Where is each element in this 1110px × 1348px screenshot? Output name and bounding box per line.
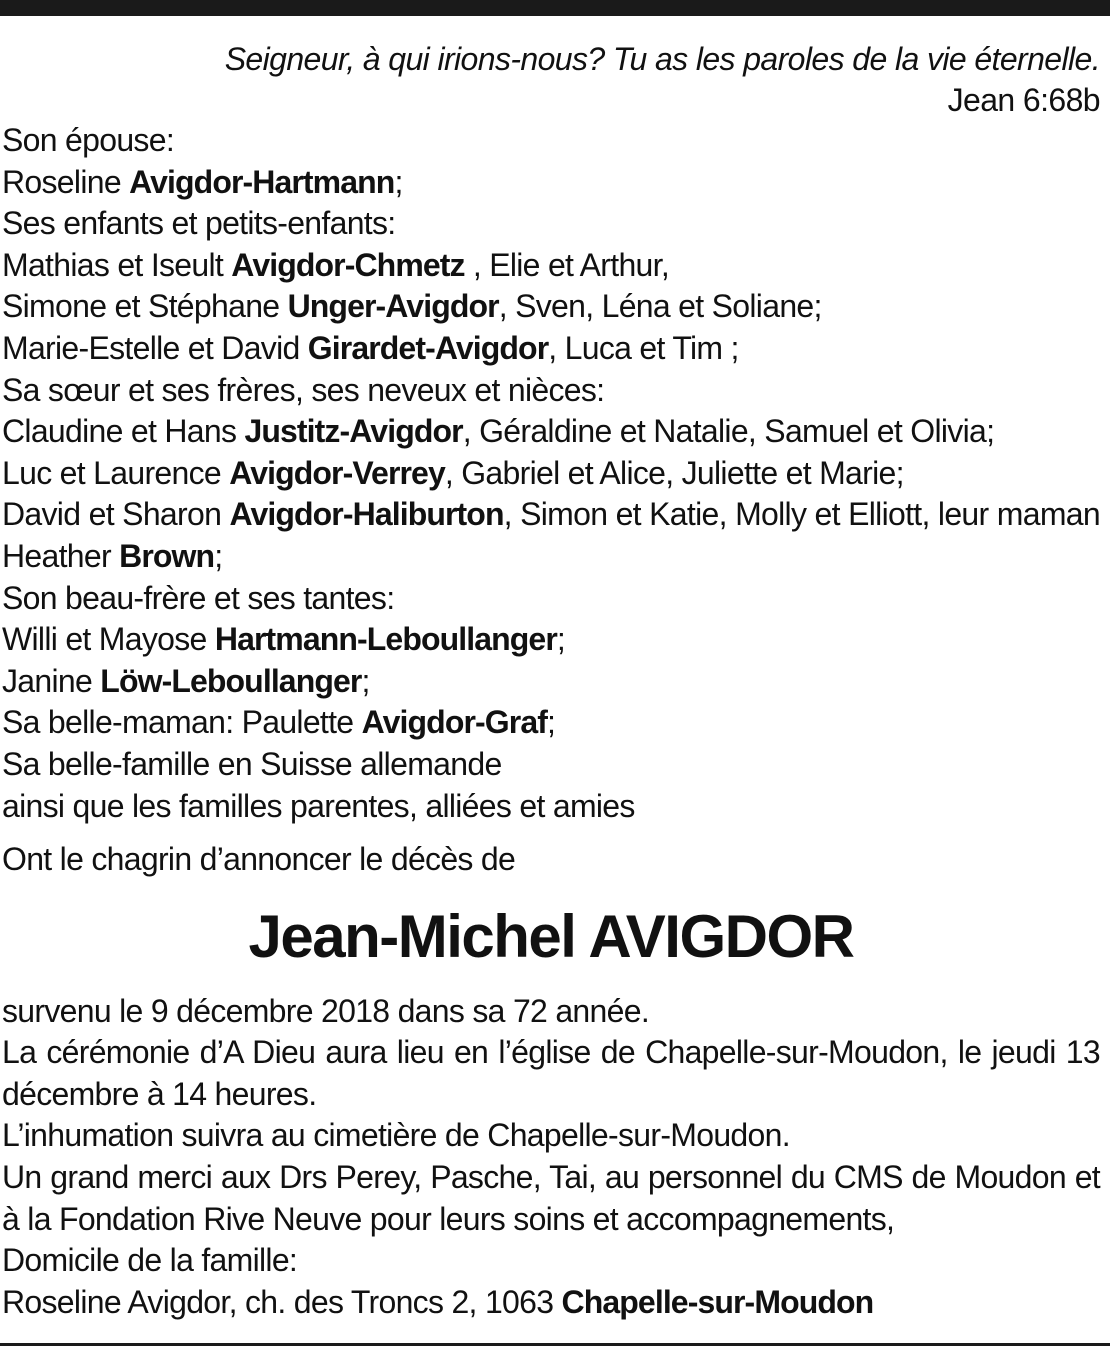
family-surname: Avigdor-Graf — [361, 704, 547, 741]
family-text: Roseline — [2, 163, 130, 200]
family-surname: Justitz-Avigdor — [244, 413, 463, 450]
family-entry — [2, 494, 1100, 577]
family-heading: ainsi que les familles parentes, alliées et amies — [2, 787, 635, 824]
bottom-border-rule — [0, 1343, 1110, 1346]
deceased-name: Jean-Michel AVIGDOR — [248, 902, 854, 970]
obituary-notice — [2, 38, 1100, 1323]
family-entry — [2, 328, 1100, 370]
family-text: Claudine et Hans — [2, 413, 245, 450]
family-surname: Hartmann-Leboullanger — [214, 621, 557, 658]
family-text: , Simon et Katie, Molly et Elliott, leur maman Heather — [2, 496, 1100, 574]
detail-line: Un grand merci aux Drs Perey, Pasche, Tai, au personnel du CMS de Moudon et à la Fondation Rive Neuve pour leurs soins et accompagnements, — [2, 1159, 1100, 1237]
family-text: ; — [361, 662, 370, 699]
family-text: Luc et Laurence — [2, 454, 230, 491]
family-entry — [2, 661, 1100, 703]
family-surname: Avigdor-Chmetz — [231, 246, 465, 283]
family-text: Janine — [2, 662, 101, 699]
family-text: Willi et Mayose — [2, 621, 215, 658]
family-entry — [2, 245, 1100, 287]
family-text: , Elie et Arthur, — [464, 246, 670, 283]
family-text: ; — [394, 163, 403, 200]
family-text: , Sven, Léna et Soliane; — [498, 288, 822, 325]
detail-line: Domicile de la famille: — [2, 1242, 298, 1279]
family-surname: Löw-Leboullanger — [100, 662, 362, 699]
family-heading: Son beau-frère et ses tantes: — [2, 579, 395, 616]
family-text: , Géraldine et Natalie, Samuel et Olivia; — [462, 413, 995, 450]
family-entry — [2, 411, 1100, 453]
family-list — [2, 120, 1100, 827]
family-text: David et Sharon — [2, 496, 230, 533]
family-address — [2, 1282, 1100, 1324]
family-entry — [2, 702, 1100, 744]
family-text: Mathias et Iseult — [2, 246, 232, 283]
detail-line: survenu le 9 décembre 2018 dans sa 72 année. — [2, 992, 650, 1029]
detail-line: La cérémonie d’A Dieu aura lieu en l’église de Chapelle-sur-Moudon, le jeudi 13 décembre à 14 heures. — [2, 1034, 1100, 1112]
family-text: Simone et Stéphane — [2, 288, 288, 325]
address-locality: Chapelle-sur-Moudon — [561, 1283, 874, 1320]
announcement-text: Ont le chagrin d’annoncer le décès de — [2, 841, 516, 878]
address-text: Roseline Avigdor, ch. des Troncs 2, 1063 — [2, 1283, 562, 1320]
family-surname: Avigdor-Hartmann — [129, 163, 395, 200]
family-text: Sa belle-maman: Paulette — [2, 704, 362, 741]
family-surname: Avigdor-Haliburton — [229, 496, 504, 533]
family-entry — [2, 453, 1100, 495]
family-surname: Brown — [119, 537, 215, 574]
family-text: Marie-Estelle et David — [2, 329, 308, 366]
detail-line: L’inhumation suivra au cimetière de Chapelle-sur-Moudon. — [2, 1117, 790, 1154]
family-surname: Unger-Avigdor — [287, 288, 499, 325]
family-entry — [2, 286, 1100, 328]
top-border-rule — [0, 0, 1110, 16]
family-text: ; — [546, 704, 556, 741]
family-surname: Avigdor-Verrey — [229, 454, 445, 491]
family-heading: Ses enfants et petits-enfants: — [2, 205, 396, 242]
funeral-details — [2, 991, 1100, 1282]
family-text: ; — [556, 621, 566, 658]
family-heading: Son épouse: — [2, 122, 175, 158]
family-text: , Gabriel et Alice, Juliette et Marie; — [444, 454, 904, 491]
family-text: ; — [214, 537, 223, 574]
family-heading: Sa sœur et ses frères, ses neveux et nièces: — [2, 371, 605, 408]
family-heading: Sa belle-famille en Suisse allemande — [2, 745, 502, 782]
family-text: , Luca et Tim ; — [548, 329, 739, 366]
family-surname: Girardet-Avigdor — [307, 329, 549, 366]
bible-verse: Seigneur, à qui irions-nous? Tu as les paroles de la vie éternelle. — [224, 41, 1100, 77]
verse-reference: Jean 6:68b — [947, 82, 1100, 118]
family-entry — [2, 162, 1100, 204]
family-entry — [2, 619, 1100, 661]
